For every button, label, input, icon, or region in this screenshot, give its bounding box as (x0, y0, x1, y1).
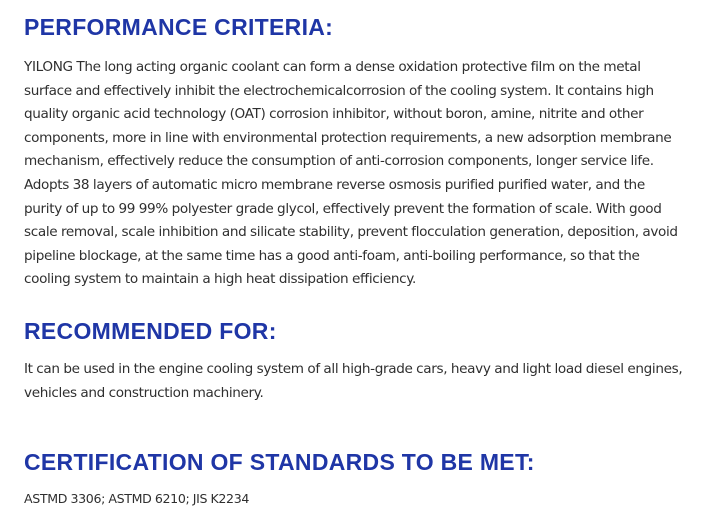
certification-standards-text: ASTMD 3306; ASTMD 6210; JIS K2234 (24, 491, 250, 506)
recommended-for-heading: RECOMMENDED FOR: (24, 318, 277, 344)
certification-section (24, 449, 684, 511)
certification-heading: CERTIFICATION OF STANDARDS TO BE MET: (24, 449, 535, 475)
recommended-for-section (24, 318, 684, 405)
performance-criteria-heading: PERFORMANCE CRITERIA: (24, 14, 334, 40)
recommended-for-text: It can be used in the engine cooling system of all high-grade cars, heavy and light load diesel engines, vehicles and construction machinery. (24, 361, 683, 401)
performance-criteria-section (24, 14, 684, 292)
performance-criteria-text: YILONG The long acting organic coolant can form a dense oxidation protective film on the metal surface and effectively inhibit the electrochemicalcorrosion of the cooling system. It contains high quality organic acid technology (OAT) corrosion inhibitor, without boron, amine, nitrite and other components, more in line with environmental protection requirements, a new adsorption membrane mechanism, effectively reduce the consumption of anti-corrosion components, longer service life. Adopts 38 layers of automatic micro membrane reverse osmosis purified purified water, and the purity of up to 99 99% polyester grade glycol, effectively prevent the formation of scale. With good scale removal, scale inhibition and silicate stability, prevent flocculation generation, deposition, avoid pipeline blockage, at the same time has a good anti-foam, anti-boiling performance, so that the cooling system to maintain a high heat dissipation efficiency. (24, 59, 678, 288)
